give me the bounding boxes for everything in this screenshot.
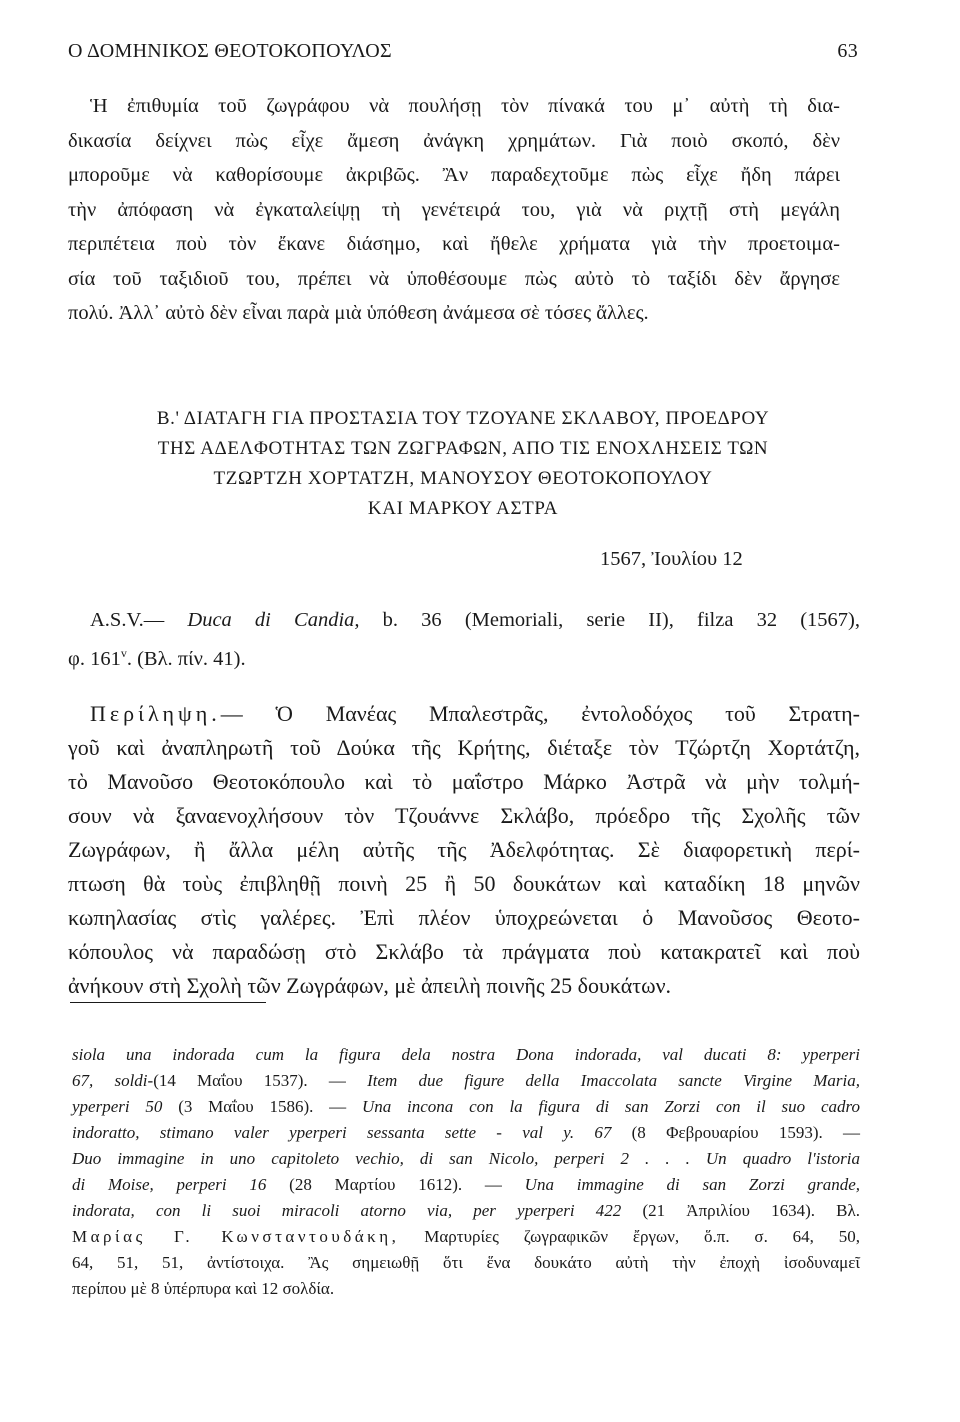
summary-line: Ζωγράφων, ἢ ἄλλα μέλη αὐτῆς τῆς Ἀδελφότητας. Σὲ διαφορετικὴ περί- — [68, 837, 860, 862]
fonds-name: Duca di Candia, — [187, 609, 360, 631]
summary-paragraph — [68, 697, 860, 1003]
heading-line: ΤΗΣ ΑΔΕΛΦΟΤΗΤΑΣ ΤΩΝ ΖΩΓΡΑΦΩΝ, ΑΠΟ ΤΙΣ ΕΝΟΧΛΗΣΕΙΣ ΤΩΝ — [157, 438, 769, 459]
footnote-line — [72, 1094, 860, 1120]
footnote-roman: (21 Ἀπριλίου 1634). Βλ. — [642, 1201, 861, 1220]
summary-text: — Ὁ Μανέας Μπαλεστρᾶς, ἐντολοδόχος τοῦ Στρατη- — [220, 701, 860, 726]
footnote-line — [72, 1146, 860, 1172]
footnote-roman: 64, 51, 51, ἀντίστοιχα. Ἂς σημειωθῇ ὅτι ἕνα δουκάτο αὐτὴ τὴν ἐποχὴ ἰσοδυναμεῖ — [72, 1253, 860, 1272]
summary-line: τὸ Μανοῦσο Θεοτοκόπουλο καὶ τὸ μαΐστρο Μάρκο Ἀστρᾶ νὰ μὴν τολμή- — [68, 769, 860, 794]
footnote-line — [72, 1198, 860, 1224]
folio: φ. 161 — [68, 648, 121, 670]
text-line: δικασία δείχνει πὼς εἶχε ἄμεση ἀνάγκη χρημάτων. Γιὰ ποιὸ σκοπό, δὲν — [68, 129, 840, 152]
document-date: 1567, Ἰουλίου 12 — [600, 548, 743, 570]
document-heading — [68, 404, 858, 524]
summary-line: γοῦ καὶ ἀναπληρωτῆ τοῦ Δούκα τῆς Κρήτης, διέταξε τὸν Τζώρτζη Χορτάτζη, — [68, 735, 860, 760]
summary-line: κωπηλασίας στὶς γαλέρες. Ἐπὶ πλέον ὑποχρεώνεται ὁ Μανοῦσος Θεοτο- — [68, 905, 860, 930]
footnote-divider — [70, 1002, 266, 1003]
footnote-italic: di Moise, perperi 16 — [72, 1175, 267, 1194]
footnote-roman: περίπου μὲ 8 ὑπέρπυρα καὶ 12 σολδία. — [72, 1279, 335, 1298]
footnote-italic: indorata, con li suoi miracoli atorno via, per yperperi 422 — [72, 1201, 622, 1220]
text-line: σία τοῦ ταξιδιοῦ του, πρέπει νὰ ὑποθέσουμε πὼς αὐτὸ τὸ ταξίδι δὲν ἄργησε — [68, 267, 840, 290]
footnote-italic: Duo immagine in uno capitoleto vechio, di san Nicolo, perperi 2 . . . Un quadro l'istoria — [72, 1149, 860, 1168]
summary-label: Περίληψη. — [90, 701, 221, 726]
footnote-line — [72, 1172, 860, 1198]
summary-line: σουν νὰ ξαναενοχλήσουν τὸν Τζουάννε Σκλάβο, πρόεδρο τῆς Σχολῆς τῶν — [68, 803, 860, 828]
footnote-italic: Una incona con la figura di san Zorzi con il suo cadro — [361, 1097, 860, 1116]
running-title: Ο ΔΟΜΗΝΙΚΟΣ ΘΕΟΤΟΚΟΠΟΥΛΟΣ — [68, 40, 392, 62]
footnote-italic: Item due figure della Imaccolata sancte Virgine Maria, — [367, 1071, 860, 1090]
footnote-roman: (8 Φεβρουαρίου 1593). — — [631, 1123, 861, 1142]
source-details: b. 36 (Memoriali, serie II), filza 32 (1567), — [382, 609, 860, 631]
text-line: περιπέτεια ποὺ τὸν ἔκανε διάσημο, καὶ ἤθελε χρήματα γιὰ τὴν προετοιμα- — [68, 233, 840, 255]
footnote-italic: yperperi 50 — [72, 1097, 163, 1116]
footnote-block — [72, 1042, 860, 1302]
plate-reference: . (Βλ. πίν. 41). — [126, 648, 246, 670]
footnote-italic: 67, soldi- — [72, 1071, 154, 1090]
heading-line: Β.' ΔΙΑΤΑΓΗ ΓΙΑ ΠΡΟΣΤΑΣΙΑ ΤΟΥ ΤΖΟΥΑΝΕ ΣΚΛΑΒΟΥ, ΠΡΟΕΔΡΟΥ — [156, 408, 770, 429]
source-line — [90, 604, 860, 637]
running-head — [68, 40, 858, 63]
page-number: 63 — [837, 40, 858, 62]
footnote-line — [72, 1068, 860, 1094]
footnote-roman: (28 Μαρτίου 1612). — — [289, 1175, 502, 1194]
footnote-italic: Una immagine di san Zorzi grande, — [524, 1175, 861, 1194]
intro-paragraph — [68, 89, 840, 331]
summary-line: κόπουλος νὰ παραδώσῃ στὸ Σκλάβο τὰ πράγματα ποὺ κατακρατεῖ καὶ ποὺ — [68, 939, 860, 964]
footnote-line — [72, 1224, 860, 1250]
text-line: μποροῦμε νὰ καθορίσουμε ἀκριβῶς. Ἂν παραδεχτοῦμε πὼς εἶχε ἤδη πάρει — [68, 164, 840, 186]
summary-line — [68, 697, 860, 731]
footnote-italic: siola una indorada cum la figura dela nostra Dona indorada, val ducati 8: yperperi — [72, 1045, 860, 1064]
summary-line: πτωση θὰ τοὺς ἐπιβληθῇ ποινὴ 25 ἢ 50 δουκάτων καὶ καταδίκη 18 μηνῶν — [68, 871, 860, 896]
text-line: τὴν ἀπόφαση νὰ ἐγκαταλείψῃ τὴ γενέτειρά του, γιὰ νὰ ριχτῇ στὴ μεγάλη — [68, 198, 840, 221]
text-line: Ἡ ἐπιθυμία τοῦ ζωγράφου νὰ πουλήσῃ τὸν πίνακά του μ᾿ αὐτὴ τὴ δια- — [90, 95, 840, 117]
footnote-roman: (14 Μαΐου 1537). — — [153, 1071, 346, 1090]
footnote-author: Μαρίας Γ. Κωνσταντουδάκη, — [72, 1227, 400, 1246]
text-line: πολύ. Ἀλλ᾿ αὐτὸ δὲν εἶναι παρὰ μιὰ ὑπόθεση ἀνάμεσα σὲ τόσες ἄλλες. — [68, 302, 649, 324]
source-line — [68, 637, 860, 676]
heading-line: ΚΑΙ ΜΑΡΚΟΥ ΑΣΤΡΑ — [367, 498, 559, 519]
footnote-italic: indoratto, stimano valer yperperi sessanta sette - val y. 67 — [72, 1123, 612, 1142]
footnote-line — [72, 1276, 860, 1302]
footnote-roman: (3 Μαΐου 1586). — — [178, 1097, 347, 1116]
archival-source — [68, 604, 860, 676]
footnote-line — [72, 1250, 860, 1276]
footnote-roman: Μαρτυρίες ζωγραφικῶν ἔργων, ὅ.π. σ. 64, 50, — [424, 1227, 860, 1246]
folio-verso-mark: v — [120, 646, 127, 660]
heading-line: ΤΖΩΡΤΖΗ ΧΟΡΤΑΤΖΗ, ΜΑΝΟΥΣΟΥ ΘΕΟΤΟΚΟΠΟΥΛΟΥ — [213, 468, 713, 489]
footnote-line — [72, 1042, 860, 1068]
archive-abbrev: A.S.V.— — [90, 609, 165, 631]
footnote-line — [72, 1120, 860, 1146]
summary-line: ἀνήκουν στὴ Σχολὴ τῶν Ζωγράφων, μὲ ἀπειλὴ ποινῆς 25 δουκάτων. — [68, 973, 672, 998]
